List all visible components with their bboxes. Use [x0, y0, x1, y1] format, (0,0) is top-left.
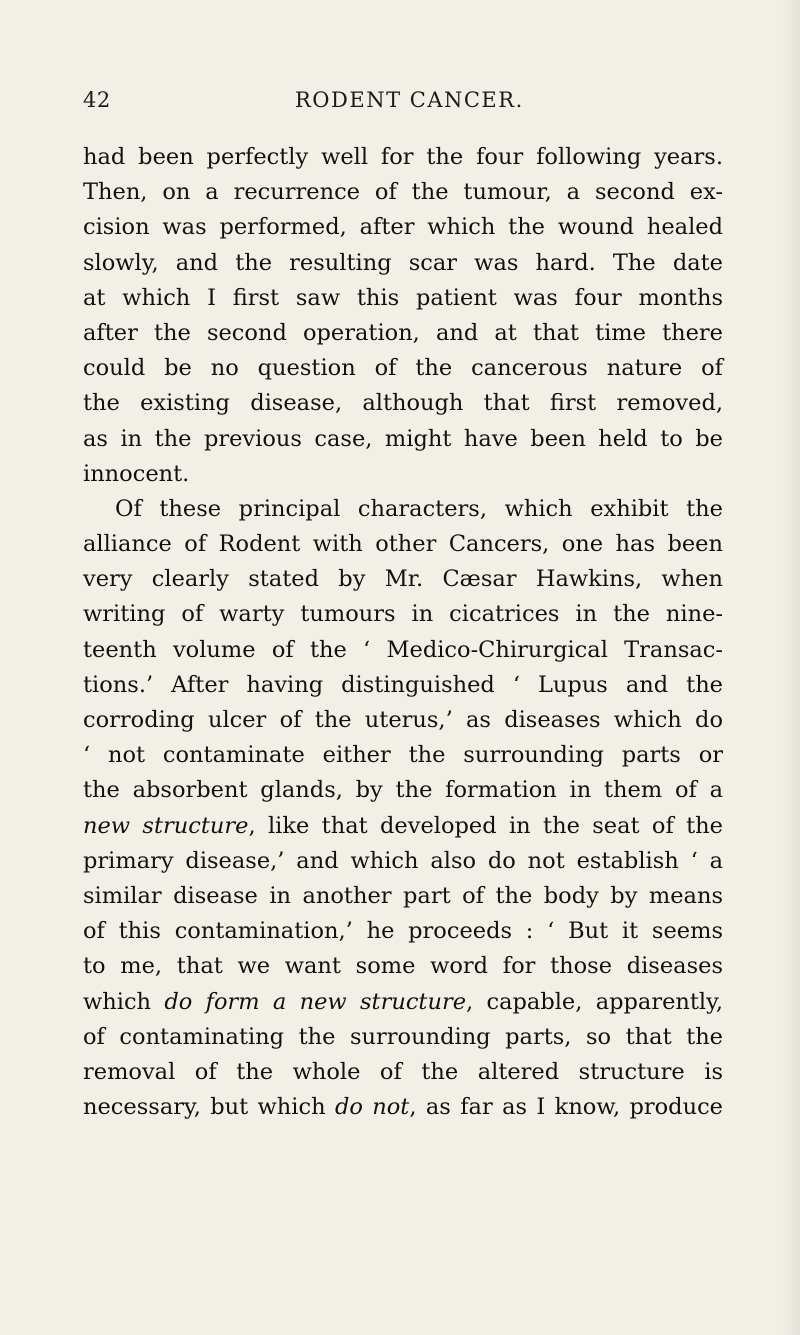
text-line [83, 246, 723, 281]
italic-text-span: do not [334, 1094, 410, 1121]
text-line [83, 281, 723, 316]
text-span: primary disease,’ and which also do not establish ‘ a [83, 847, 723, 874]
text-span: could be no question of the cancerous nature of [83, 355, 723, 382]
text-span: writing of warty tumours in cicatrices in the nine- [83, 601, 723, 628]
text-span: teenth volume of the ‘ Medico-Chirurgical Transac- [83, 636, 723, 663]
text-line [83, 492, 723, 527]
running-head [83, 88, 723, 118]
text-line [83, 210, 723, 245]
italic-text-span: new structure [83, 812, 249, 839]
text-line [83, 351, 723, 386]
text-span: removal of the whole of the altered structure is [83, 1058, 723, 1085]
text-line [83, 879, 723, 914]
text-span: innocent. [83, 460, 190, 487]
text-span: at which I first saw this patient was four months [83, 284, 723, 311]
text-span: had been perfectly well for the four following years. [83, 144, 723, 170]
text-line [83, 562, 723, 597]
text-span: alliance of Rodent with other Cancers, one has been [83, 531, 723, 558]
text-line [83, 1055, 723, 1090]
text-span: as in the previous case, might have been held to be [83, 425, 723, 452]
text-line [83, 1020, 723, 1055]
page-edge-shadow [782, 0, 800, 1335]
text-span: , capable, apparently, [466, 988, 724, 1015]
text-line [83, 703, 723, 738]
page-number: 42 [83, 88, 111, 112]
text-line [83, 914, 723, 949]
text-line [83, 422, 723, 457]
text-span: very clearly stated by Mr. Cæsar Hawkins, when [83, 566, 723, 593]
text-span: cision was performed, after which the wound healed [83, 214, 723, 241]
text-span: , like that developed in the seat of the [248, 812, 723, 839]
text-span: of this contamination,’ he proceeds : ‘ But it seems [83, 918, 723, 945]
body-text [83, 140, 723, 1125]
text-span: the absorbent glands, by the formation in them of a [83, 777, 723, 804]
text-line [83, 844, 723, 879]
text-line [83, 597, 723, 632]
text-span: similar disease in another part of the body by means [83, 882, 723, 909]
text-line [83, 1090, 723, 1125]
text-span: ‘ not contaminate either the surrounding parts or [83, 742, 723, 769]
running-title: RODENT CANCER. [295, 88, 524, 112]
text-line [83, 949, 723, 984]
text-line [83, 773, 723, 808]
text-line [83, 457, 723, 492]
text-line [83, 985, 723, 1020]
text-span: necessary, but which [83, 1094, 335, 1121]
text-span: after the second operation, and at that time there [83, 319, 723, 346]
text-line [83, 140, 723, 175]
text-line [83, 316, 723, 351]
italic-text-span: do form a new structure [164, 988, 467, 1015]
text-span: Then, on a recurrence of the tumour, a second ex- [83, 179, 723, 206]
text-line [83, 668, 723, 703]
text-span: corroding ulcer of the uterus,’ as diseases which do [83, 707, 723, 733]
text-span: the existing disease, although that first removed, [83, 390, 723, 417]
text-line [83, 809, 723, 844]
text-line [83, 738, 723, 773]
text-span: of contaminating the surrounding parts, so that the [83, 1023, 723, 1050]
text-span: to me, that we want some word for those diseases [83, 953, 723, 980]
text-span: , as far as I know, produce [409, 1094, 723, 1121]
text-span: slowly, and the resulting scar was hard. The date [83, 249, 723, 276]
text-line [83, 527, 723, 562]
text-line [83, 386, 723, 421]
text-span: which [83, 988, 165, 1015]
text-span: tions.’ After having distinguished ‘ Lupus and the [83, 671, 723, 698]
text-line [83, 633, 723, 668]
text-line [83, 175, 723, 210]
text-span: Of these principal characters, which exhibit the [115, 495, 723, 522]
